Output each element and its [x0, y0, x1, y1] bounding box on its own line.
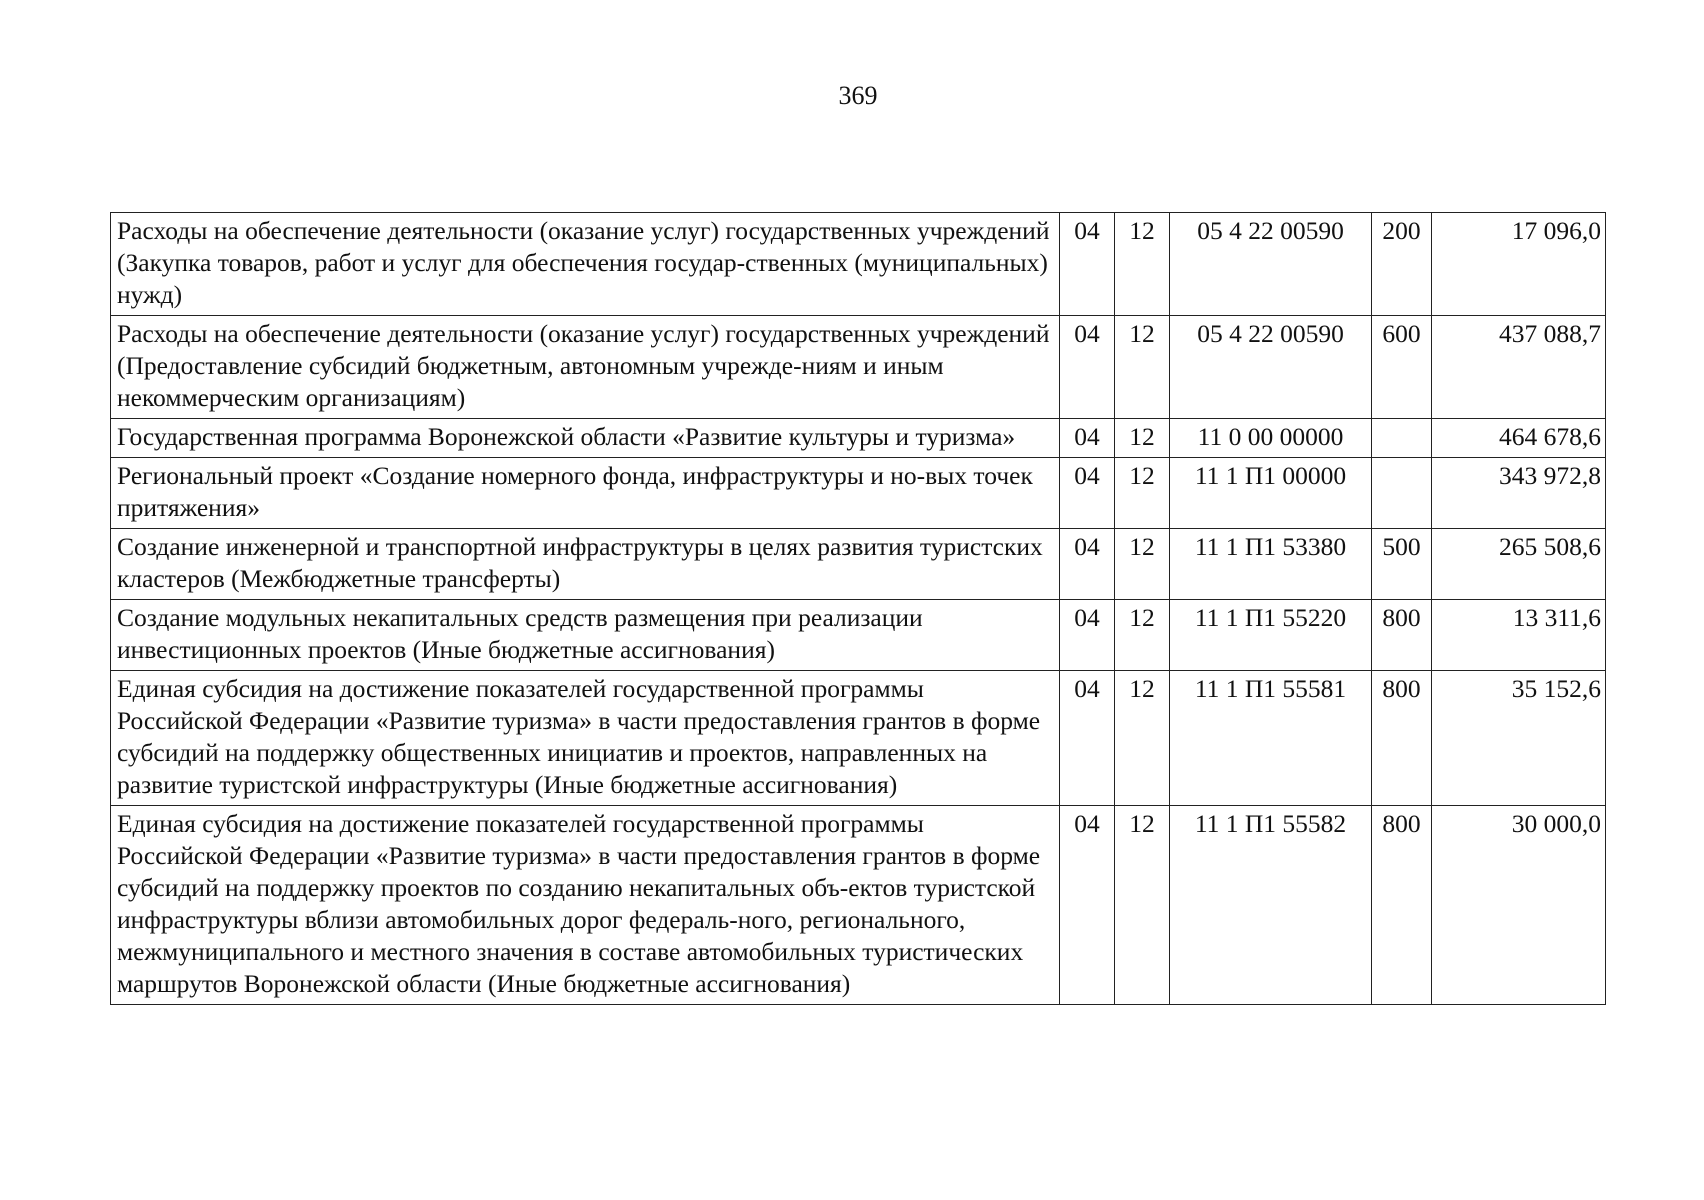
- subsection-code-cell: 12: [1115, 419, 1170, 458]
- expense-name-cell: Государственная программа Воронежской области «Развитие культуры и туризма»: [111, 419, 1060, 458]
- expense-name-cell: Расходы на обеспечение деятельности (оказание услуг) государственных учреждений (Закупка товаров, работ и услуг для обеспечения государ-ственных (муниципальных) нужд): [111, 213, 1060, 316]
- expense-name-cell: Единая субсидия на достижение показателей государственной программы Российской Федерации «Развитие туризма» в части предоставления грантов в форме субсидий на поддержку проектов по созданию некапитальных объ-ектов туристской инфраструктуры вблизи автомобильных дорог федераль-ного, регионального, межмуниципального и местного значения в составе автомобильных туристических маршрутов Воронежской области (Иные бюджетные ассигнования): [111, 806, 1060, 1005]
- expense-type-cell: 800: [1372, 806, 1432, 1005]
- amount-cell: 13 311,6: [1432, 600, 1606, 671]
- expense-type-cell: 600: [1372, 316, 1432, 419]
- expense-type-cell: 800: [1372, 600, 1432, 671]
- subsection-code-cell: 12: [1115, 458, 1170, 529]
- table-row: [111, 600, 1606, 671]
- target-article-cell: 11 1 П1 00000: [1170, 458, 1372, 529]
- expense-name-cell: Единая субсидия на достижение показателей государственной программы Российской Федерации «Развитие туризма» в части предоставления грантов в форме субсидий на поддержку общественных инициатив и проектов, направленных на развитие туристской инфраструктуры (Иные бюджетные ассигнования): [111, 671, 1060, 806]
- target-article-cell: 05 4 22 00590: [1170, 213, 1372, 316]
- subsection-code-cell: 12: [1115, 671, 1170, 806]
- table-row: [111, 529, 1606, 600]
- expense-type-cell: 200: [1372, 213, 1432, 316]
- table-row: [111, 213, 1606, 316]
- expense-type-cell: 800: [1372, 671, 1432, 806]
- amount-cell: 30 000,0: [1432, 806, 1606, 1005]
- section-code-cell: 04: [1060, 316, 1115, 419]
- section-code-cell: 04: [1060, 213, 1115, 316]
- section-code-cell: 04: [1060, 529, 1115, 600]
- amount-cell: 464 678,6: [1432, 419, 1606, 458]
- expense-name-cell: Региональный проект «Создание номерного фонда, инфраструктуры и но-вых точек притяжения»: [111, 458, 1060, 529]
- subsection-code-cell: 12: [1115, 600, 1170, 671]
- section-code-cell: 04: [1060, 671, 1115, 806]
- target-article-cell: 11 1 П1 55582: [1170, 806, 1372, 1005]
- table-row: [111, 671, 1606, 806]
- page-number: 369: [838, 81, 878, 110]
- target-article-cell: 11 0 00 00000: [1170, 419, 1372, 458]
- section-code-cell: 04: [1060, 600, 1115, 671]
- target-article-cell: 05 4 22 00590: [1170, 316, 1372, 419]
- amount-cell: 35 152,6: [1432, 671, 1606, 806]
- expense-name-cell: Создание инженерной и транспортной инфраструктуры в целях развития туристских кластеров (Межбюджетные трансферты): [111, 529, 1060, 600]
- expense-name-cell: Создание модульных некапитальных средств размещения при реализации инвестиционных проектов (Иные бюджетные ассигнования): [111, 600, 1060, 671]
- table-row: [111, 806, 1606, 1005]
- amount-cell: 17 096,0: [1432, 213, 1606, 316]
- target-article-cell: 11 1 П1 53380: [1170, 529, 1372, 600]
- subsection-code-cell: 12: [1115, 316, 1170, 419]
- target-article-cell: 11 1 П1 55220: [1170, 600, 1372, 671]
- target-article-cell: 11 1 П1 55581: [1170, 671, 1372, 806]
- table-row: [111, 458, 1606, 529]
- table-row: [111, 419, 1606, 458]
- section-code-cell: 04: [1060, 806, 1115, 1005]
- subsection-code-cell: 12: [1115, 213, 1170, 316]
- expense-name-cell: Расходы на обеспечение деятельности (оказание услуг) государственных учреждений (Предоставление субсидий бюджетным, автономным учрежде-ниям и иным некоммерческим организациям): [111, 316, 1060, 419]
- section-code-cell: 04: [1060, 419, 1115, 458]
- table-row: [111, 316, 1606, 419]
- expense-type-cell: [1372, 458, 1432, 529]
- budget-table: [110, 212, 1606, 1005]
- expense-type-cell: 500: [1372, 529, 1432, 600]
- subsection-code-cell: 12: [1115, 806, 1170, 1005]
- amount-cell: 437 088,7: [1432, 316, 1606, 419]
- expense-type-cell: [1372, 419, 1432, 458]
- subsection-code-cell: 12: [1115, 529, 1170, 600]
- amount-cell: 265 508,6: [1432, 529, 1606, 600]
- section-code-cell: 04: [1060, 458, 1115, 529]
- amount-cell: 343 972,8: [1432, 458, 1606, 529]
